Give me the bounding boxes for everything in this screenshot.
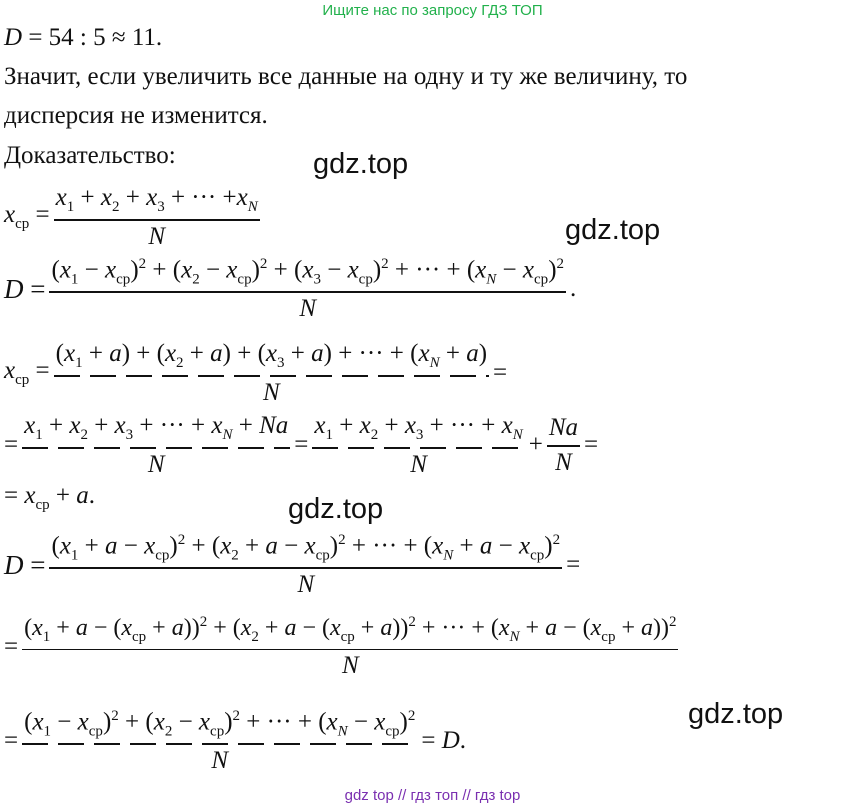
line-proof-label: Доказательство: <box>4 142 176 169</box>
formula-mean: $x_{ср}$ = $\frac{x_1 + x_2 + x_3 + \cdot\cdot\cdot +x_N}{N}$ <box>4 184 258 250</box>
line-conclusion-1: Значит, если увеличить все данные на одну и ту же величину, то <box>4 63 688 90</box>
watermark-2: gdz.top <box>565 214 661 246</box>
watermark-4: gdz.top <box>688 698 784 730</box>
line-variance-value: D = 54 : 5 ≈ 11. <box>4 24 163 51</box>
formula-split: = $\frac{x_1 + x_2 + x_3 + \cdot\cdot\cdot + x_N + Na}{N}$ = $\frac{x_1 + x_2 + x_3 + \cdot\cdot\cdot + x_N}{N}$ + $\frac{Na}{N}$ = <box>4 412 599 478</box>
formula-expanded: = $(x_1 + a - (x_{ср} + a))^2 + (x_2 + a - (x_{ср} + a))^2$ + ··· + $(x_N + a - (x_{ср} + a))^2$ N <box>4 614 677 680</box>
formula-shifted-mean: $x_{ср}$ = $\frac{(x_1 + a) + (x_2 + a) + (x_3 + a) + \cdot\cdot\cdot + (x_N + a)}{N}$ = <box>4 340 508 406</box>
watermark-1: gdz.top <box>313 148 409 180</box>
formula-result-mean: = $x_{ср} + a$. <box>4 482 95 513</box>
header-banner: Ищите нас по запросу ГДЗ ТОП <box>322 2 543 19</box>
formula-new-variance: D = $\frac{(x_1 + a - x_{ср})^2 + (x_2 + a - x_{ср})^2 + \cdot\cdot\cdot + (x_N + a - x_{ср})^2}{N}$ = <box>4 532 581 598</box>
formula-final: = $\frac{(x_1 - x_{ср})^2 + (x_2 - x_{ср})^2 + \cdot\cdot\cdot + (x_N - x_{ср})^2}{N}$ = D. <box>4 708 467 774</box>
footer-banner: gdz top // гдз топ // гдз top <box>344 787 521 804</box>
line-conclusion-2: дисперсия не изменится. <box>4 102 268 129</box>
watermark-3: gdz.top <box>288 493 384 525</box>
formula-variance: D = $\frac{(x_1 - x_{ср})^2 + (x_2 - x_{ср})^2 + (x_3 - x_{ср})^2 + \cdot\cdot\cdot + (x_N - x_{ср})^2}{N}$ . <box>4 256 577 322</box>
